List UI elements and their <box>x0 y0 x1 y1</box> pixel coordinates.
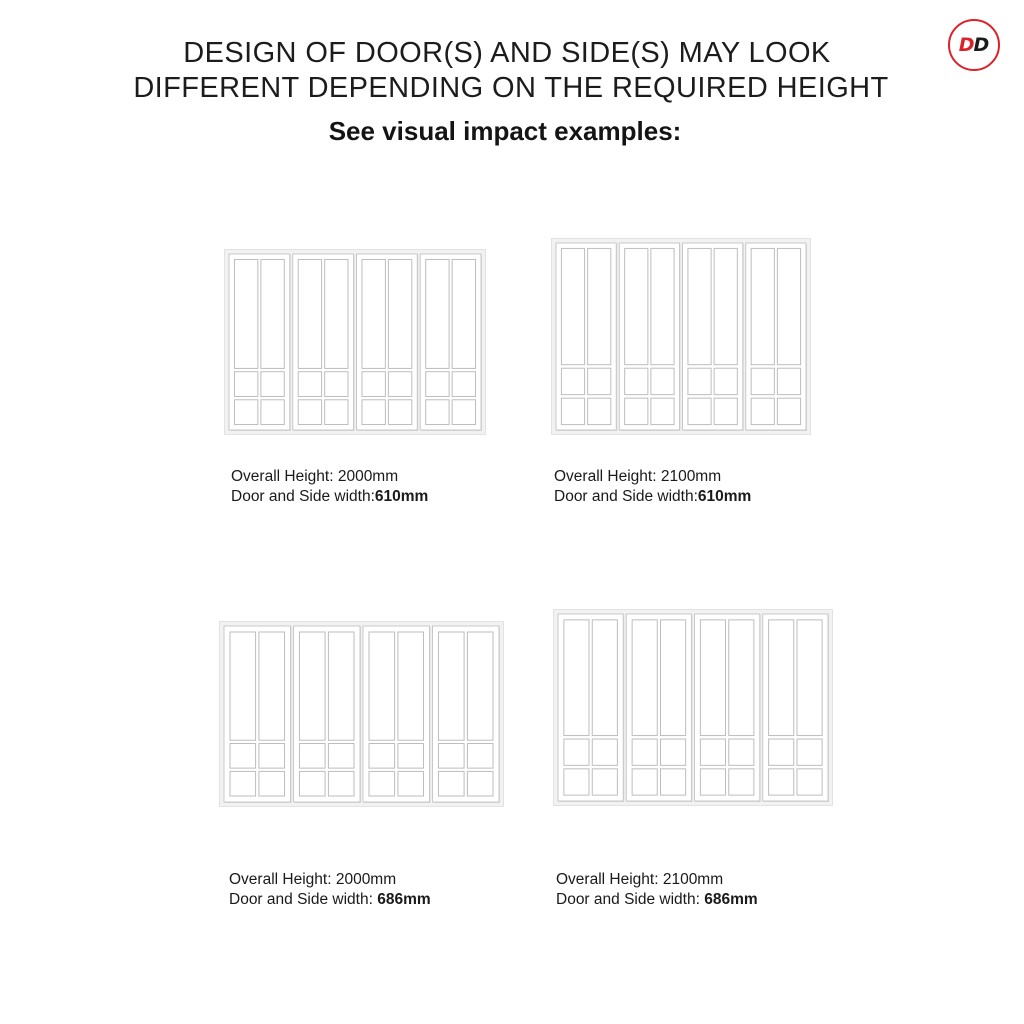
overall-height-line <box>556 870 758 890</box>
glass-pane <box>661 620 686 736</box>
overall-height-label: Overall Height: <box>554 468 657 485</box>
glass-pane <box>369 744 395 769</box>
glass-pane <box>797 739 822 765</box>
glass-pane <box>452 400 475 425</box>
glass-pane <box>561 248 584 364</box>
glass-pane <box>651 368 674 394</box>
glass-pane <box>388 400 411 425</box>
glass-pane <box>328 632 354 740</box>
glass-pane <box>234 372 257 397</box>
glass-pane <box>700 620 725 736</box>
glass-pane <box>769 739 794 765</box>
door-panel <box>294 626 362 803</box>
glass-pane <box>688 248 711 364</box>
overall-height-value: 2000mm <box>335 871 397 888</box>
glass-pane <box>564 769 589 795</box>
door-side-width-line <box>231 487 428 507</box>
glass-pane <box>661 739 686 765</box>
glass-pane <box>561 398 584 424</box>
door-set-illustration <box>551 238 811 435</box>
brand-logo <box>948 19 1000 71</box>
overall-height-label: Overall Height: <box>229 871 332 888</box>
door-panel <box>224 626 292 803</box>
glass-pane <box>328 771 354 796</box>
glass-pane <box>777 368 800 394</box>
glass-pane <box>234 400 257 425</box>
glass-pane <box>688 368 711 394</box>
glass-pane <box>369 632 395 740</box>
logo-letter-second: D <box>973 33 990 56</box>
door-side-width-label: Door and Side width: <box>229 891 373 908</box>
subheading: See visual impact examples: <box>328 116 682 146</box>
glass-pane <box>564 739 589 765</box>
door-panel <box>619 243 680 431</box>
glass-pane <box>700 769 725 795</box>
door-set-drawing <box>220 622 503 806</box>
glass-pane <box>298 400 321 425</box>
door-side-width-label: Door and Side width: <box>556 891 700 908</box>
glass-pane <box>625 248 648 364</box>
glass-pane <box>751 398 774 424</box>
glass-pane <box>797 769 822 795</box>
door-panel <box>746 243 807 431</box>
glass-pane <box>561 368 584 394</box>
heading-line-2: DIFFERENT DEPENDING ON THE REQUIRED HEIGHT <box>133 72 889 104</box>
glass-pane <box>230 632 256 740</box>
glass-pane <box>230 771 256 796</box>
glass-pane <box>729 620 754 736</box>
glass-pane <box>438 744 464 769</box>
door-panel <box>357 254 419 431</box>
glass-pane <box>362 259 385 368</box>
glass-pane <box>234 259 257 368</box>
glass-pane <box>388 259 411 368</box>
door-set-drawing <box>552 239 810 434</box>
glass-pane <box>714 248 737 364</box>
door-side-width-value: 610mm <box>697 488 752 505</box>
glass-pane <box>632 739 657 765</box>
glass-pane <box>564 620 589 736</box>
door-side-width-value: 686mm <box>704 891 758 908</box>
glass-pane <box>438 632 464 740</box>
glass-pane <box>592 769 617 795</box>
door-set-drawing <box>554 610 832 805</box>
glass-pane <box>651 398 674 424</box>
glass-pane <box>438 771 464 796</box>
door-side-width-label: Door and Side width: <box>554 488 698 505</box>
glass-pane <box>592 620 617 736</box>
door-panel <box>229 254 291 431</box>
door-set-illustration <box>219 621 504 807</box>
glass-pane <box>625 368 648 394</box>
glass-pane <box>769 769 794 795</box>
logo-letter-first: D <box>958 33 975 56</box>
glass-pane <box>426 259 449 368</box>
glass-pane <box>467 632 493 740</box>
glass-pane <box>714 398 737 424</box>
glass-pane <box>261 400 284 425</box>
glass-pane <box>261 372 284 397</box>
glass-pane <box>362 372 385 397</box>
glass-pane <box>777 398 800 424</box>
glass-pane <box>467 744 493 769</box>
glass-pane <box>398 632 424 740</box>
glass-pane <box>797 620 822 736</box>
door-panel <box>683 243 744 431</box>
door-side-width-line <box>556 890 758 910</box>
glass-pane <box>259 744 285 769</box>
glass-pane <box>632 769 657 795</box>
glass-pane <box>632 620 657 736</box>
glass-pane <box>325 259 348 368</box>
glass-pane <box>398 744 424 769</box>
glass-pane <box>398 771 424 796</box>
glass-pane <box>369 771 395 796</box>
glass-pane <box>625 398 648 424</box>
glass-pane <box>452 259 475 368</box>
glass-pane <box>729 769 754 795</box>
overall-height-value: 2000mm <box>337 468 399 485</box>
glass-pane <box>751 248 774 364</box>
door-panel <box>363 626 431 803</box>
glass-pane <box>299 771 325 796</box>
glass-pane <box>588 368 611 394</box>
overall-height-line <box>229 870 431 890</box>
door-panel <box>626 614 692 802</box>
overall-height-value: 2100mm <box>660 468 722 485</box>
glass-pane <box>714 368 737 394</box>
door-set-illustration <box>553 609 833 806</box>
overall-height-line <box>231 467 428 487</box>
glass-pane <box>325 372 348 397</box>
glass-pane <box>325 400 348 425</box>
glass-pane <box>769 620 794 736</box>
glass-pane <box>700 739 725 765</box>
door-panel <box>433 626 501 803</box>
glass-pane <box>651 248 674 364</box>
door-panel <box>695 614 761 802</box>
heading-line-1: DESIGN OF DOOR(S) AND SIDE(S) MAY LOOK <box>183 37 831 69</box>
door-side-width-value: 610mm <box>374 488 429 505</box>
glass-pane <box>328 744 354 769</box>
glass-pane <box>777 248 800 364</box>
glass-pane <box>362 400 385 425</box>
glass-pane <box>426 372 449 397</box>
door-set-drawing <box>225 250 485 434</box>
door-side-width-label: Door and Side width: <box>231 488 375 505</box>
overall-height-line <box>554 467 751 487</box>
overall-height-label: Overall Height: <box>556 871 659 888</box>
example-caption <box>231 467 428 507</box>
glass-pane <box>467 771 493 796</box>
glass-pane <box>298 372 321 397</box>
door-side-width-value: 686mm <box>377 891 431 908</box>
glass-pane <box>729 739 754 765</box>
example-caption <box>554 467 751 507</box>
example-caption <box>229 870 431 910</box>
glass-pane <box>661 769 686 795</box>
glass-pane <box>299 632 325 740</box>
glass-pane <box>688 398 711 424</box>
door-panel <box>420 254 482 431</box>
door-set-illustration <box>224 249 486 435</box>
door-panel <box>763 614 829 802</box>
glass-pane <box>388 372 411 397</box>
glass-pane <box>592 739 617 765</box>
door-panel <box>293 254 355 431</box>
example-caption <box>556 870 758 910</box>
door-side-width-line <box>229 890 431 910</box>
glass-pane <box>298 259 321 368</box>
glass-pane <box>230 744 256 769</box>
glass-pane <box>261 259 284 368</box>
glass-pane <box>299 744 325 769</box>
glass-pane <box>259 771 285 796</box>
glass-pane <box>588 248 611 364</box>
door-side-width-line <box>554 487 751 507</box>
door-panel <box>558 614 624 802</box>
door-panel <box>556 243 617 431</box>
glass-pane <box>452 372 475 397</box>
glass-pane <box>259 632 285 740</box>
glass-pane <box>426 400 449 425</box>
overall-height-value: 2100mm <box>662 871 724 888</box>
overall-height-label: Overall Height: <box>231 468 334 485</box>
glass-pane <box>751 368 774 394</box>
glass-pane <box>588 398 611 424</box>
